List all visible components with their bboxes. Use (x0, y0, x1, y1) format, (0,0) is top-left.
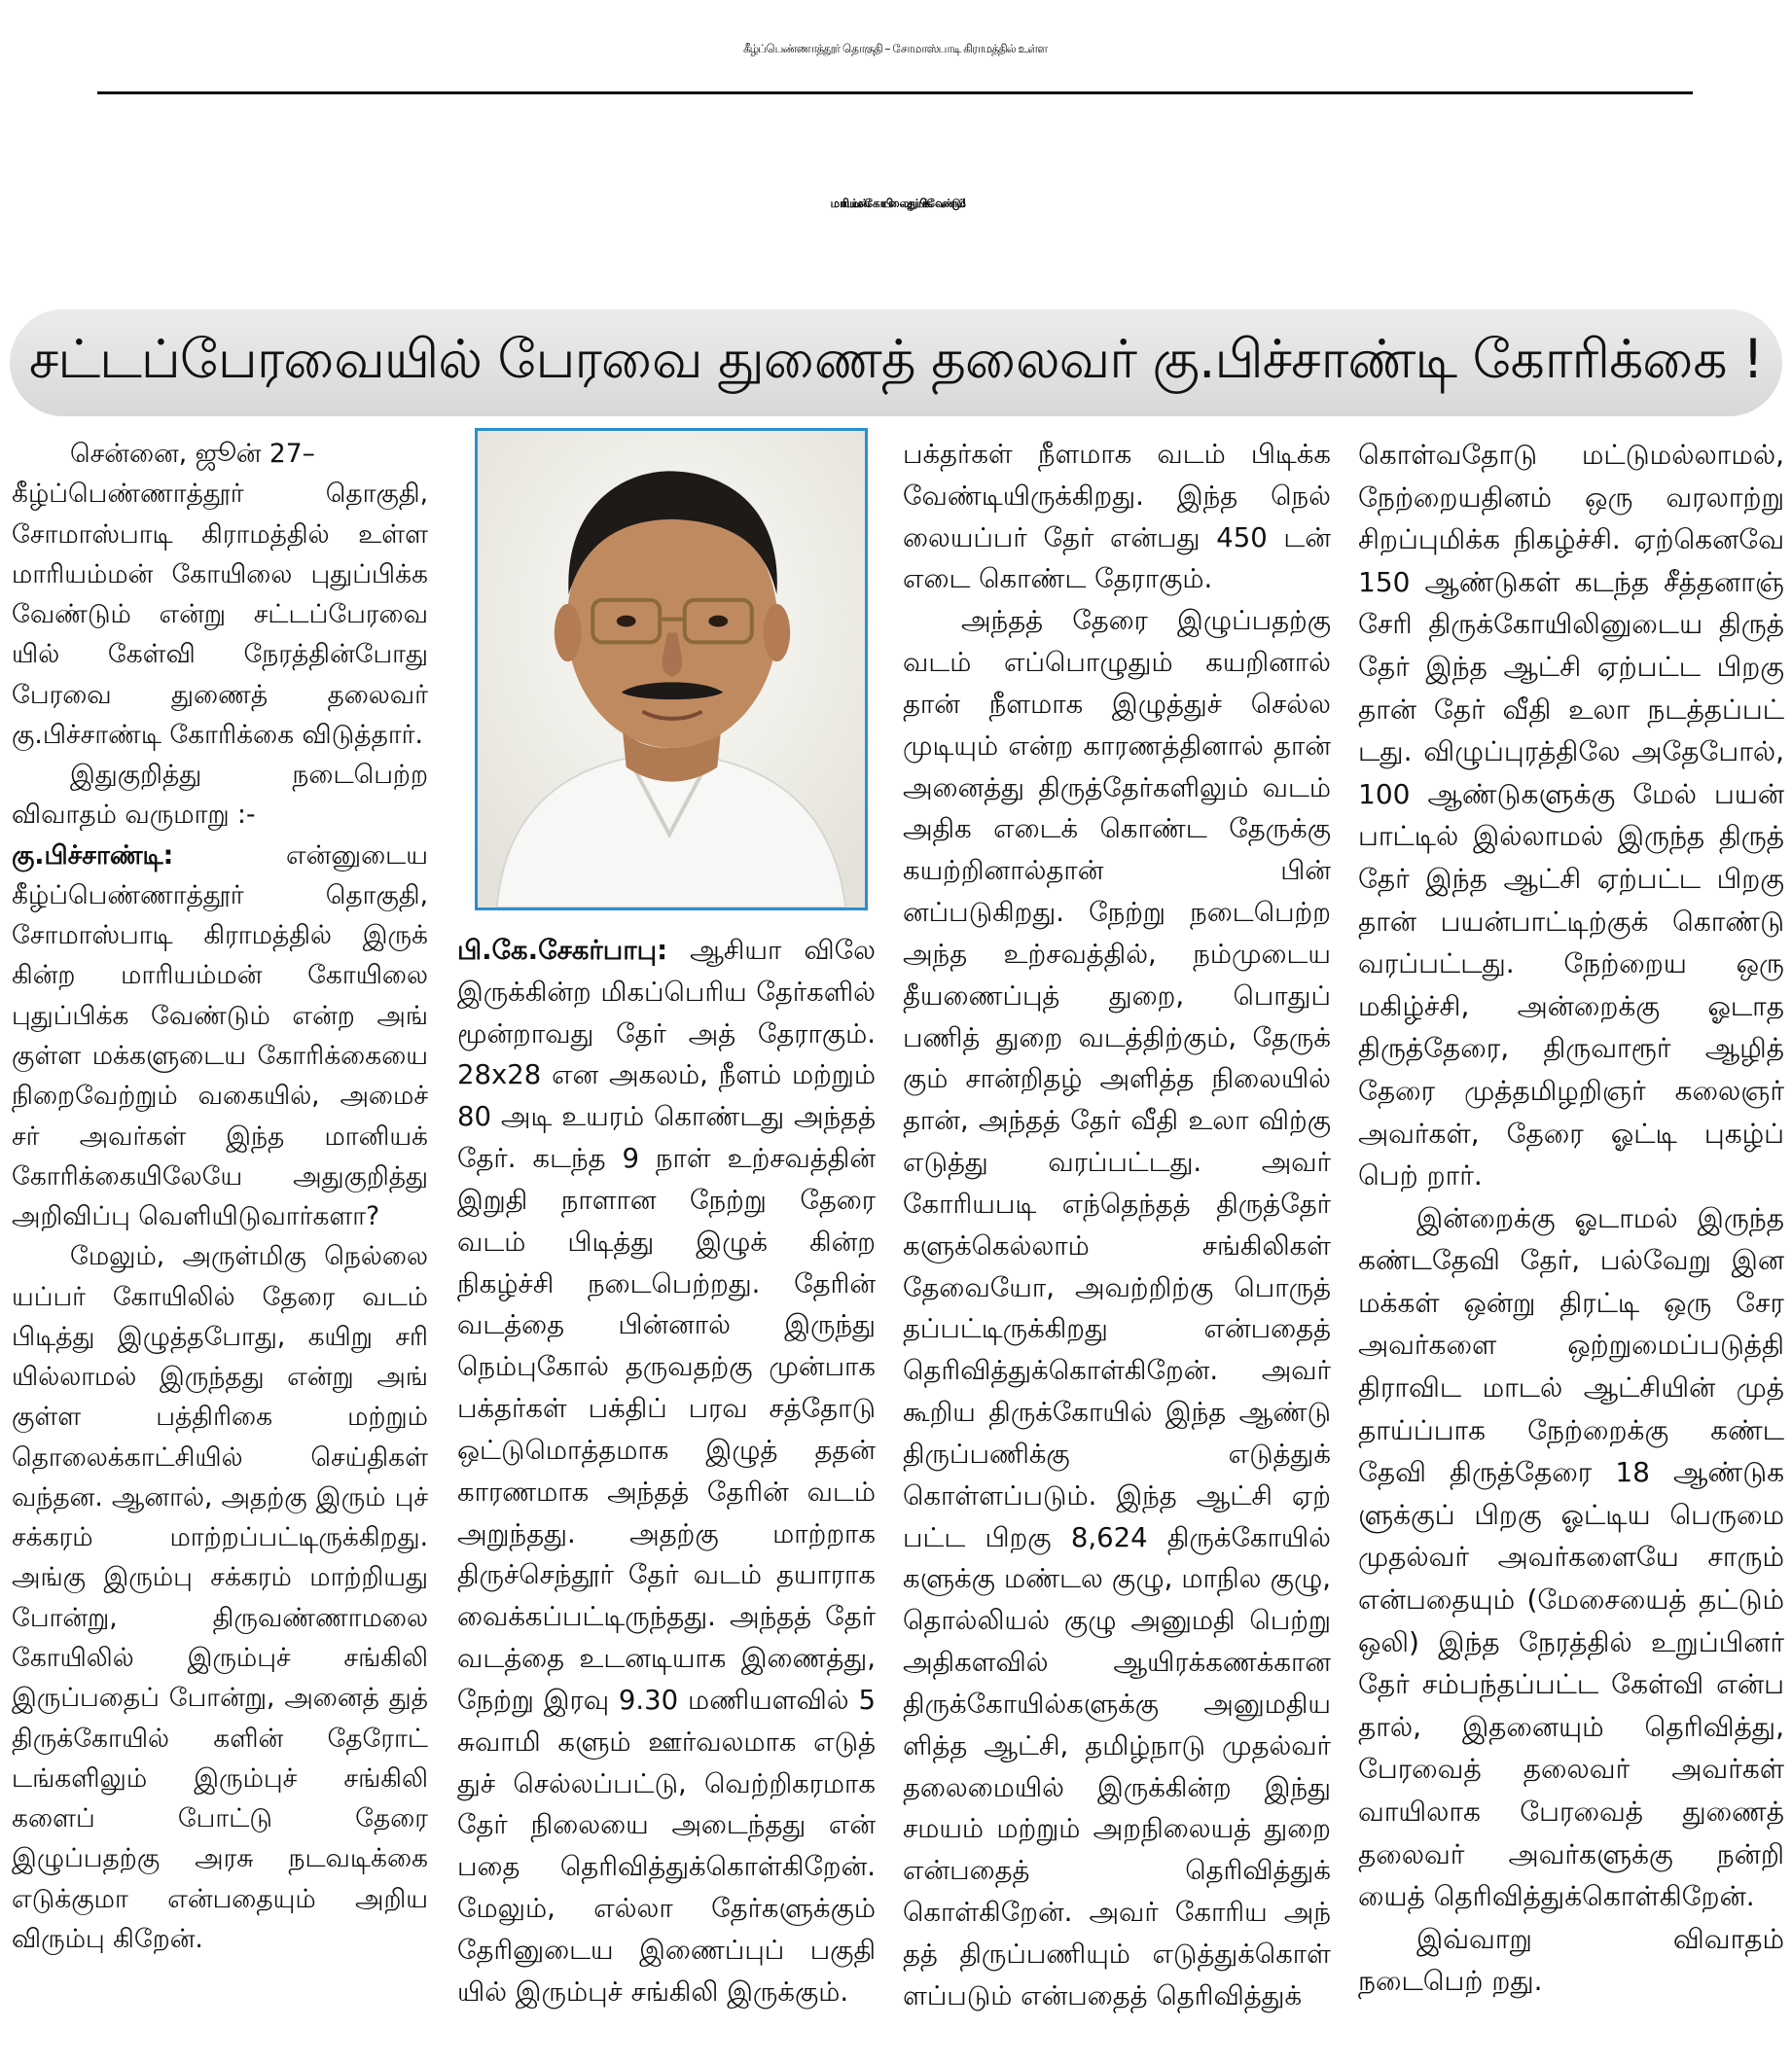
col3-paragraph-1: பக்தர்கள் நீளமாக வடம் பிடிக்க வேண்டியிருக்கிறது. இந்த நெல் லையப்பர் தேர் என்பது 450 டன் எடை கொண்ட தேராகும். (903, 439, 1331, 595)
col3-paragraph-2: அந்தத் தேரை இழுப்பதற்கு வடம் எப்பொழுதும் கயறினால் தான் நீளமாக இழுத்துச் செல்ல முடியும் என்ற காரணத்தினால் தான் அனைத்து திருத்தேர்களிலும் வடம் அதிக எடைக் கொண்ட தேருக்கு கயற்றினால்தான் பின் னப்படுகிறது. நேற்று நடைபெற்ற அந்த உற்சவத்தில், நம்முடைய தீயணைப்புத் துறை, பொதுப் பணித் துறை வடத்திற்கும், தேருக் கும் சான்றிதழ் அளித்த நிலையில் தான், அந்தத் தேர் வீதி உலா விற்கு எடுத்து வரப்பட்டது. அவர் கோரியபடி எந்தெந்தத் திருத்தேர் களுக்கெல்லாம் சங்கிலிகள் தேவையோ, அவற்றிற்கு பொருத் தப்பட்டிருக்கிறது என்பதைத் தெரிவித்துக்கொள்கிறேன். அவர் கூறிய திருக்கோயில் இந்த ஆண்டு திருப்பணிக்கு எடுத்துக் கொள்ளப்படும். இந்த ஆட்சி ஏற் பட்ட பிறகு 8,624 திருக்கோயில் களுக்கு மண்டல குழு, மாநில குழு, தொல்லியல் குழு அனுமதி பெற்று அதிகளவில் ஆயிரக்கணக்கான திருக்கோயில்களுக்கு அனுமதிய ளித்த ஆட்சி, தமிழ்நாடு முதல்வர் தலைமையில் இருக்கின்ற இந்து சமயம் மற்றும் அறநிலையத் துறை என்பதைத் தெரிவித்துக் கொள்கிறேன். அவர் கோரிய அந் தத் திருப்பணியும் எடுத்துக்கொள் ளப்படும் என்பதைத் தெரிவித்துக் (903, 605, 1331, 2011)
portrait-photo (475, 428, 868, 910)
col4-paragraph-1: கொள்வதோடு மட்டுமல்லாமல், நேற்றையதினம் ஒரு வரலாற்று சிறப்புமிக்க நிகழ்ச்சி. ஏற்கெனவே 150 ஆண்டுகள் கடந்த சீத்தனாஞ் சேரி திருக்கோயிலினுடைய திருத் தேர் இந்த ஆட்சி ஏற்பட்ட பிறகு தான் தேர் வீதி உலா நடத்தப்பட் டது. விழுப்புரத்திலே அதேபோல், 100 ஆண்டுகளுக்கு மேல் பயன் பாட்டில் இல்லாமல் இருந்த திருத் தேர் இந்த ஆட்சி ஏற்பட்ட பிறகு தான் பயன்பாட்டிற்குக் கொண்டு வரப்பட்டது. நேற்றைய ஒரு மகிழ்ச்சி, அன்றைக்கு ஓடாத திருத்தேரை, திருவாரூர் ஆழித் தேரை முத்தமிழறிஞர் கலைஞர் அவர்கள், தேரை ஓட்டி புகழ்ப் பெற் றார். (1358, 439, 1784, 1192)
subheadline-band (10, 309, 1782, 416)
speaker-sekarbabu: பி.கே.சேகர்பாபு: (457, 935, 668, 966)
subheadline: சட்டப்பேரவையில் பேரவை துணைத் தலைவர் கு.பிச்சாண்டி கோரிக்கை ! (28, 328, 1764, 390)
col2-paragraph-1 (457, 930, 876, 2013)
column-3 (903, 434, 1331, 2058)
kicker-line: கீழ்ப்பெண்ணாத்தூர் தொகுதி – சோமாஸ்பாடி கிராமத்தில் உள்ள (97, 8, 1693, 94)
col1-paragraph-1: கீழ்ப்பெண்ணாத்தூர் தொகுதி, சோமாஸ்பாடி கிராமத்தில் உள்ள மாரியம்மன் கோயிலை புதுப்பிக்க வேண்டும் என்று சட்டப்பேரவை யில் கேள்வி நேரத்தின்போது பேரவை துணைத் தலைவர் கு.பிச்சாண்டி கோரிக்கை விடுத்தார். (12, 479, 428, 750)
col1-paragraph-3-text: என்னுடைய கீழ்ப்பெண்ணாத்தூர் தொகுதி, சோமாஸ்பாடி கிராமத்தில் இருக் கின்ற மாரியம்மன் கோயிலை புதுப்பிக்க வேண்டும் என்ற அங் குள்ள மக்களுடைய கோரிக்கையை நிறைவேற்றும் வகையில், அமைச் சர் அவர்கள் இந்த மானியக் கோரிக்கையிலேயே அதுகுறித்து அறிவிப்பு வெளியிடுவார்களா? (12, 839, 428, 1232)
col1-paragraph-2: இதுகுறித்து நடைபெற்ற விவாதம் வருமாறு :- (12, 760, 428, 831)
col1-paragraph-4: மேலும், அருள்மிகு நெல்லை யப்பர் கோயிலில் தேரை வடம் பிடித்து இழுத்தபோது, கயிறு சரி யில்லாமல் இருந்தது என்று அங் குள்ள பத்திரிகை மற்றும் தொலைக்காட்சியில் செய்திகள் வந்தன. ஆனால், அதற்கு இரும் புச் சக்கரம் மாற்றப்பட்டிருக்கிறது. அங்கு இரும்பு சக்கரம் மாற்றியது போன்று, திருவண்ணாமலை கோயிலில் இரும்புச் சங்கிலி இருப்பதைப் போன்று, அனைத் துத் திருக்கோயில் களின் தேரோட் டங்களிலும் இரும்புச் சங்கிலி களைப் போட்டு தேரை இழுப்பதற்கு அரசு நடவடிக்கை எடுக்குமா என்பதையும் அறிய விரும்பு கிறேன். (12, 1241, 428, 1954)
dateline: சென்னை, ஜூன் 27– (70, 439, 315, 469)
col4-paragraph-2: இன்றைக்கு ஓடாமல் இருந்த கண்டதேவி தேர், பல்வேறு இன மக்கள் ஒன்று திரட்டி ஒரு சேர அவர்களை ஒற்றுமைப்படுத்தி திராவிட மாடல் ஆட்சியின் முத் தாய்ப்பாக நேற்றைக்கு கண்ட தேவி திருத்தேரை 18 ஆண்டுக ளுக்குப் பிறகு ஓட்டிய பெருமை முதல்வர் அவர்களையே சாரும் என்பதையும் (மேசையைத் தட்டும் ஒலி) இந்த நேரத்தில் உறுப்பினர் தேர் சம்பந்தப்பட்ட கேள்வி என்ப தால், இதனையும் தெரிவித்து, பேரவைத் தலைவர் அவர்கள் வாயிலாக பேரவைத் துணைத் தலைவர் அவர்களுக்கு நன்றி யைத் தெரிவித்துக்கொள்கிறேன். (1358, 1201, 1784, 1913)
column-1 (12, 434, 428, 2058)
speaker-pichandi: கு.பிச்சாண்டி: (12, 839, 174, 871)
portrait-photo-icon (478, 431, 865, 907)
headline: மாரியம்மன் கோயிலை புதுப்பிக்க வேண்டும்! (830, 196, 962, 210)
column-4 (1358, 434, 1784, 2058)
col4-paragraph-3: இவ்வாறு விவாதம் நடைபெற் றது. (1358, 1922, 1784, 1998)
column-2 (457, 930, 876, 2058)
col2-paragraph-1-text: ஆசியா விலே இருக்கின்ற மிகப்பெரிய தேர்களில் மூன்றாவது தேர் அத் தேராகும். 28x28 என அகலம், நீளம் மற்றும் 80 அடி உயரம் கொண்டது அந்தத் தேர். கடந்த 9 நாள் உற்சவத்தின் இறுதி நாளான நேற்று தேரை வடம் பிடித்து இழுக் கின்ற நிகழ்ச்சி நடைபெற்றது. தேரின் வடத்தை பின்னால் இருந்து நெம்புகோல் தருவதற்கு முன்பாக பக்தர்கள் பக்திப் பரவ சத்தோடு ஒட்டுமொத்தமாக இழுத் ததன் காரணமாக அந்தத் தேரின் வடம் அறுந்தது. அதற்கு மாற்றாக திருச்செந்தூர் தேர் வடம் தயாராக வைக்கப்பட்டிருந்தது. அந்தத் தேர் வடத்தை உடனடியாக இணைத்து, நேற்று இரவு 9.30 மணியளவில் 5 சுவாமி களும் ஊர்வலமாக எடுத் துச் செல்லப்பட்டு, வெற்றிகரமாக தேர் நிலையை அடைந்தது என் பதை தெரிவித்துக்கொள்கிறேன். மேலும், எல்லா தேர்களுக்கும் தேரினுடைய இணைப்புப் பகுதி யில் இரும்புச் சங்கிலி இருக்கும். (457, 935, 876, 2008)
col1-paragraph-3 (12, 836, 428, 1237)
